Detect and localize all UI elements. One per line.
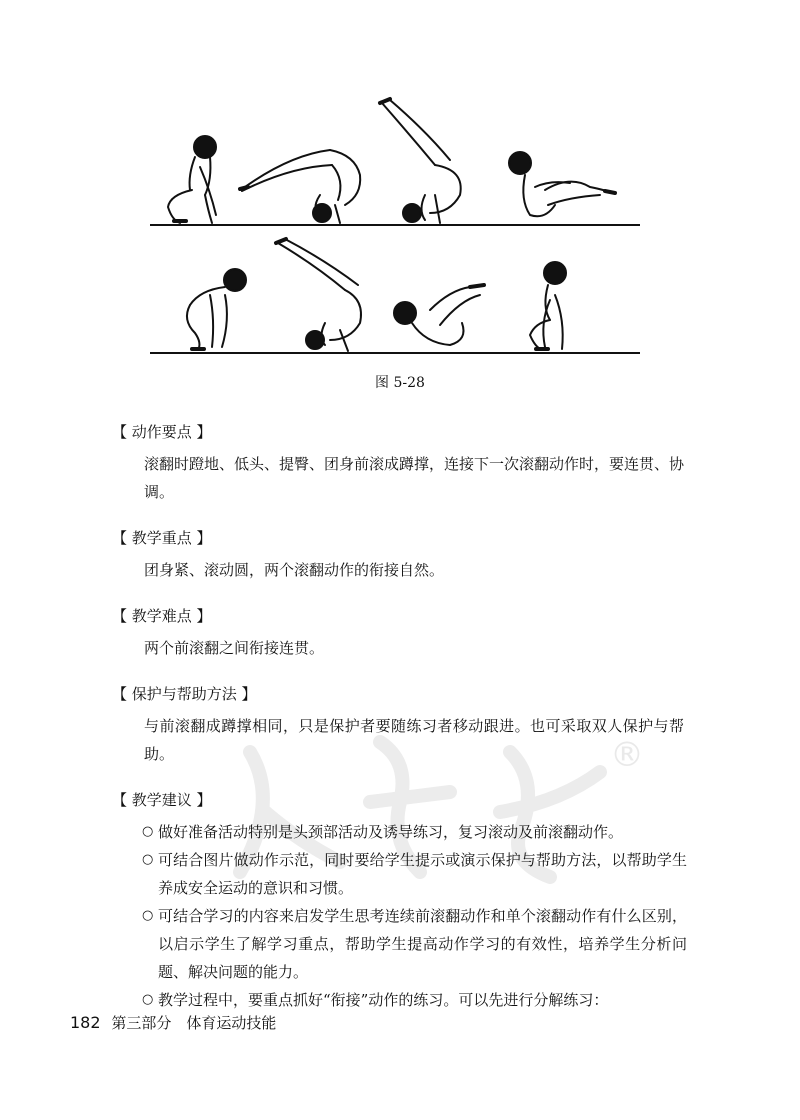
section-teaching-difficulty: [112, 606, 712, 662]
list-item: [142, 818, 687, 846]
bullet-circle-icon: ○: [142, 852, 154, 867]
list-item: [142, 986, 687, 1014]
registered-mark: ®: [610, 735, 644, 775]
section-paragraph: 两个前滚翻之间衔接连贯。: [144, 639, 325, 657]
section-paragraph: 团身紧、滚动圆，两个滚翻动作的衔接自然。: [144, 561, 445, 579]
forward-roll-figure: [150, 95, 640, 360]
list-item-text: 可结合图片做动作示范，同时要给学生提示或演示保护与帮助方法，以帮助学生养成安全运动的意识和习惯。: [158, 851, 687, 897]
figure-crouch-end-2: [530, 262, 566, 350]
section-heading-teaching-suggestions: 【 教学建议 】: [112, 791, 212, 809]
section-heading-teaching-focus: 【 教学重点 】: [112, 529, 212, 547]
figure-caption: 图 5-28: [375, 375, 425, 391]
figure-crouch-start-1: [168, 136, 216, 223]
figure-tuck-sit-1: [509, 152, 615, 216]
list-item: [142, 902, 687, 986]
section-heading-protection-help: 【 保护与帮助方法 】: [112, 685, 257, 703]
list-item-text: 可结合学习的内容来启发学生思考连续前滚翻动作和单个滚翻动作有什么区别，以启示学生了解学习重点，帮助学生提高动作学习的有效性，培养学生分析问题、解决问题的能力。: [158, 907, 687, 981]
section-heading-key-points: 【 动作要点 】: [112, 423, 212, 441]
content-body: [112, 422, 712, 1036]
bullet-circle-icon: ○: [142, 992, 154, 1007]
footer-section-title: 第三部分 体育运动技能: [111, 1014, 277, 1032]
forward-roll-illustration: [150, 95, 640, 360]
section-teaching-focus: [112, 528, 712, 584]
section-teaching-suggestions: [112, 790, 712, 1014]
figure-shoulder-stand-1: [380, 99, 461, 223]
list-item: [142, 846, 687, 902]
list-item-text: 做好准备活动特别是头颈部活动及诱导练习，复习滚动及前滚翻动作。: [158, 823, 624, 841]
page-number: 182: [70, 1013, 101, 1032]
bullet-circle-icon: ○: [142, 824, 154, 839]
section-paragraph: 滚翻时蹬地、低头、提臀、团身前滚成蹲撑，连接下一次滚翻动作时，要连贯、协调。: [144, 455, 685, 501]
figure-headstand-roll-2: [276, 239, 361, 351]
figure-crouch-start-2: [187, 269, 246, 350]
section-paragraph: 与前滚翻成蹲撑相同，只是保护者要随练习者移动跟进。也可采取双人保护与帮助。: [144, 717, 684, 763]
figure-headstand-roll-1: [240, 150, 360, 223]
bullet-circle-icon: ○: [142, 908, 154, 923]
section-heading-teaching-difficulty: 【 教学难点 】: [112, 607, 212, 625]
section-key-points: [112, 422, 712, 506]
section-protection-help: [112, 684, 712, 768]
figure-tuck-roll-2: [394, 285, 484, 345]
list-item-text: 教学过程中，要重点抓好“衔接”动作的练习。可以先进行分解练习：: [158, 991, 609, 1009]
page-footer: [70, 1012, 276, 1033]
